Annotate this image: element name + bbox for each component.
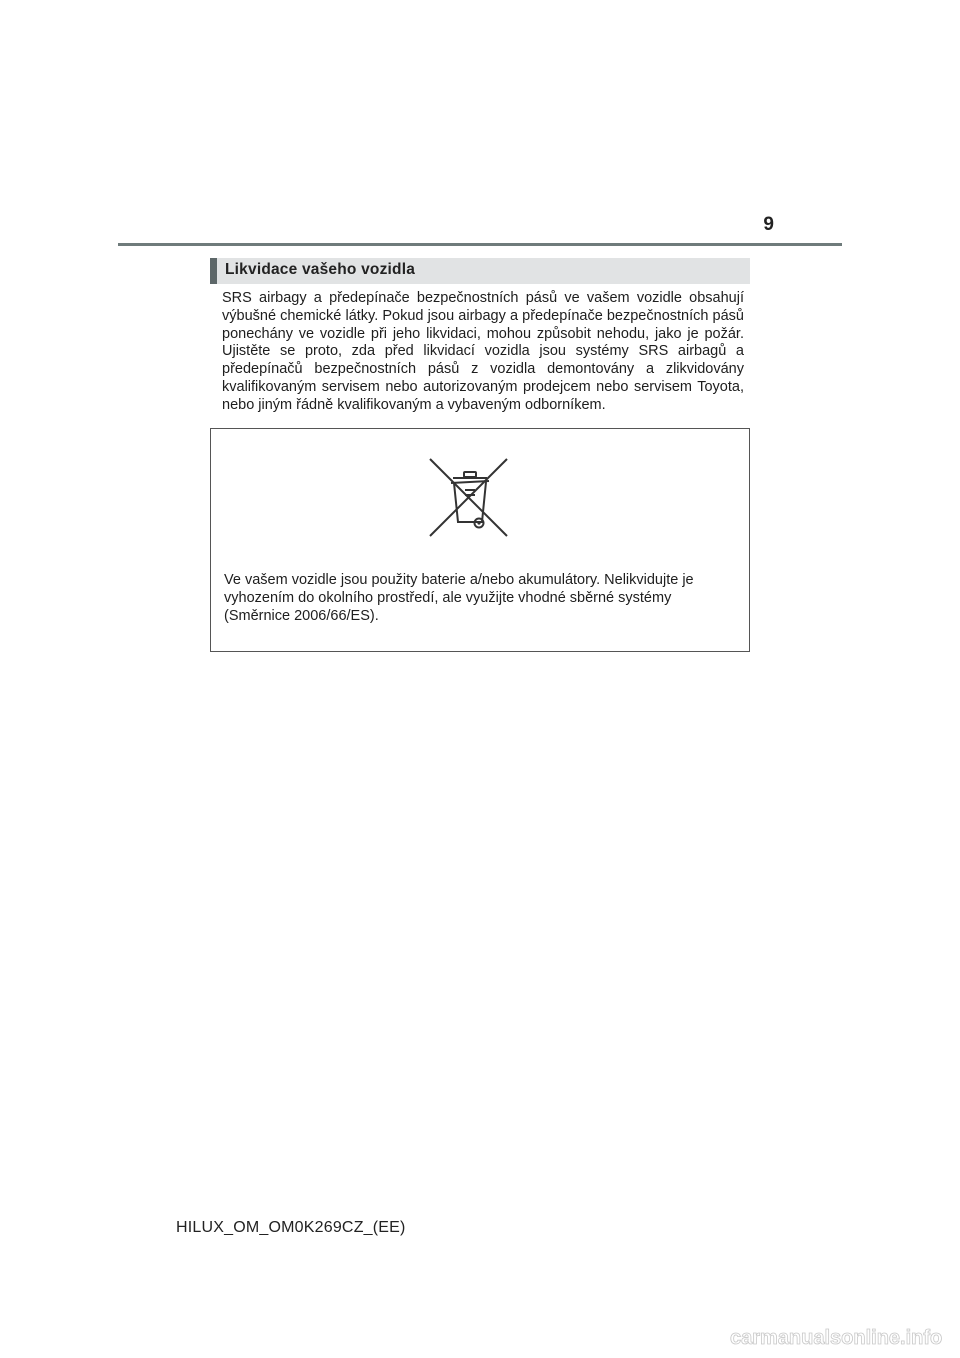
section-header-bar — [210, 258, 217, 284]
watermark-logo — [730, 1322, 950, 1352]
section-header — [210, 258, 750, 284]
crossed-out-wheelie-bin-icon — [427, 456, 509, 538]
document-code: HILUX_OM_OM0K269CZ_(EE) — [176, 1219, 406, 1236]
notice-line: vyhozením do okolního prostředí, ale využijte vhodné sběrné systémy — [224, 589, 672, 606]
page-number: 9 — [763, 214, 774, 235]
battery-disposal-notice — [210, 428, 750, 652]
header-rule — [118, 243, 842, 246]
section-title: Likvidace vašeho vozidla — [225, 261, 416, 278]
notice-line: Ve vašem vozidle jsou použity baterie a/nebo akumulátory. Nelikvidujte je — [224, 572, 694, 588]
notice-line: (Směrnice 2006/66/ES). — [224, 607, 379, 624]
section-body-text: SRS airbagy a předepínače bezpečnostních pásů ve vašem vozidle obsahují výbušné chemické látky. Pokud jsou airbagy a předepínače bezpečnostních pásů ponechány ve vozidle při jeho likvidaci, mohou způsobit nehodu, jako je požár. Ujistěte se proto, zda před likvidací vozidla jsou systémy SRS airbagů a předepínačů bezpečnostních pásů z vozidla demontovány a zlikvidovány kvalifikovaným servisem nebo autorizovaným prodejcem nebo servisem Toyota, nebo jiným řádně kvalifikovaným a vybaveným odborníkem. — [222, 290, 744, 413]
notice-text — [224, 572, 739, 625]
watermark-text: carmanualsonline.info — [730, 1327, 943, 1349]
